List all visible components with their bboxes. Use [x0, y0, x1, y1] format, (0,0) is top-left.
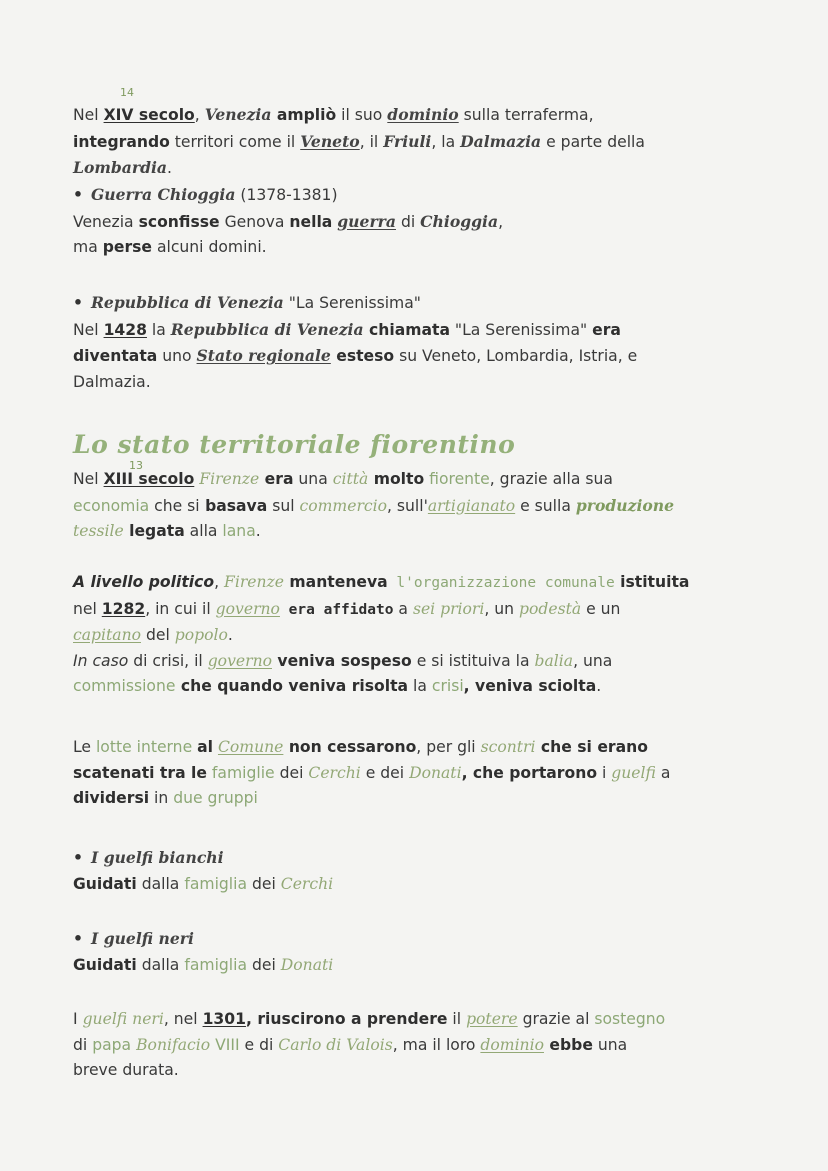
- keyword: famiglia: [184, 955, 248, 974]
- keyword: dominio: [387, 105, 459, 124]
- text: e sulla: [515, 496, 576, 515]
- keyword: due gruppi: [173, 789, 258, 807]
- name: Bonifacio: [136, 1035, 211, 1054]
- place: Friuli: [383, 131, 432, 151]
- keyword: podestà: [519, 599, 582, 618]
- section-title: I guelfi bianchi: [90, 848, 224, 867]
- text: , sull': [387, 496, 428, 515]
- text: in: [149, 789, 174, 807]
- keyword: lotte interne: [91, 738, 198, 756]
- text: , ma il loro: [392, 1035, 481, 1054]
- paragraph-venezia-xiv: [73, 102, 753, 182]
- verb: legata: [123, 522, 185, 540]
- text: sulla terraferma,: [458, 106, 594, 124]
- text: Nel: [73, 106, 104, 124]
- keyword: commercio: [299, 496, 388, 515]
- keyword: guelfi neri: [82, 1010, 164, 1028]
- keyword: economia: [73, 496, 150, 515]
- text: una: [592, 1035, 628, 1054]
- keyword: governo: [215, 599, 280, 618]
- text: , la: [431, 132, 461, 151]
- text: e si istituiva la: [411, 651, 535, 670]
- text: la: [408, 677, 432, 695]
- verb: che quando veniva risolta: [175, 677, 409, 695]
- text: dei: [274, 763, 309, 782]
- text: dei: [247, 955, 281, 974]
- section-guelfi-neri: [73, 926, 753, 978]
- place: Dalmazia: [460, 131, 542, 151]
- text: uno: [157, 347, 197, 365]
- text: ,: [498, 212, 504, 231]
- verb: che si erano: [535, 738, 648, 756]
- verb: Guidati: [73, 955, 137, 974]
- verb: scatenati tra le: [73, 763, 207, 782]
- text: breve durata.: [73, 1061, 179, 1079]
- verb: dividersi: [73, 789, 150, 807]
- name: Donati: [280, 955, 334, 974]
- verb: non cessarono: [283, 738, 417, 756]
- name: Venezia: [204, 105, 272, 124]
- keyword: famiglie: [206, 763, 275, 782]
- verb: era: [592, 320, 621, 339]
- annotation-14: 14: [120, 86, 134, 99]
- text: Nel: [73, 470, 104, 488]
- section-guelfi-bianchi: [73, 845, 753, 897]
- verb: integrando: [73, 132, 170, 151]
- text: I: [73, 1010, 83, 1028]
- text: che si: [149, 496, 200, 515]
- text: "La Serenissima": [449, 320, 593, 339]
- text: nella: [289, 212, 333, 231]
- place: Firenze: [199, 470, 260, 488]
- name: Cerchi: [308, 763, 361, 782]
- years: (1378-1381): [235, 186, 338, 204]
- keyword: balia: [534, 651, 574, 670]
- text: alla: [184, 522, 223, 540]
- text: .: [227, 626, 233, 644]
- bullet: •: [73, 294, 83, 312]
- paragraph-firenze-xiii: [73, 467, 753, 545]
- keyword: capitano: [73, 626, 141, 644]
- name: Donati: [409, 763, 462, 782]
- text: .: [255, 522, 261, 540]
- text: , per gli: [416, 738, 481, 756]
- paragraph-guelfi-neri-1301: [73, 1007, 753, 1084]
- keyword: sostegno: [594, 1010, 666, 1028]
- text: Genova: [219, 212, 290, 231]
- keyword: famiglia: [184, 874, 248, 893]
- text: territori come il: [169, 132, 301, 151]
- text: e di: [239, 1035, 279, 1054]
- verb: manteneva: [284, 573, 388, 591]
- text: .: [596, 677, 602, 695]
- text: il suo: [336, 106, 388, 124]
- year: 1282: [101, 599, 146, 618]
- text: ,: [214, 573, 225, 591]
- text: A livello politico: [73, 573, 215, 591]
- text: ,: [194, 106, 205, 124]
- verb: veniva sospeso: [272, 651, 412, 670]
- text: sul: [267, 496, 300, 515]
- text: a: [655, 763, 671, 782]
- text: e un: [581, 599, 621, 618]
- year: 1301: [202, 1010, 246, 1028]
- keyword: scontri: [480, 738, 536, 756]
- keyword: potere: [466, 1010, 518, 1028]
- text: , una: [573, 651, 613, 670]
- keyword: città: [332, 470, 369, 488]
- text: Venezia: [73, 212, 139, 231]
- section-chioggia: [73, 182, 753, 261]
- text: su Veneto, Lombardia, Istria, e: [394, 347, 638, 365]
- keyword: produzione: [575, 495, 675, 515]
- text: alcuni domini.: [152, 238, 267, 256]
- place: Chioggia: [420, 211, 499, 231]
- keyword: guerra: [337, 211, 396, 231]
- year: 1428: [103, 320, 147, 339]
- verb: era: [259, 470, 294, 488]
- verb: , che portarono: [461, 763, 598, 782]
- keyword: crisi: [431, 677, 464, 695]
- keyword: papa: [92, 1035, 132, 1054]
- century: XIII secolo: [103, 470, 195, 488]
- text: In caso: [73, 651, 129, 670]
- text: e parte della: [541, 132, 645, 151]
- text: , grazie alla sua: [489, 470, 613, 488]
- text: i: [597, 763, 612, 782]
- text: al: [197, 738, 213, 756]
- text: una: [293, 470, 333, 488]
- verb: istituita: [614, 573, 690, 591]
- text: nel: [73, 599, 102, 618]
- verb: ebbe: [543, 1035, 593, 1054]
- keyword: guelfi: [611, 763, 656, 782]
- subtitle: "La Serenissima": [283, 294, 421, 312]
- verb: , veniva sciolta: [463, 677, 597, 695]
- text: ma: [73, 238, 103, 256]
- verb: perse: [102, 238, 152, 256]
- keyword: fiorente: [424, 470, 490, 488]
- section-title: Repubblica di Venezia: [90, 293, 284, 312]
- section-title: Guerra Chioggia: [90, 185, 236, 204]
- text: Dalmazia.: [73, 372, 151, 391]
- keyword: Comune: [217, 738, 284, 756]
- name: Repubblica di Venezia: [170, 319, 364, 339]
- keyword: sei priori: [412, 599, 485, 618]
- bullet: •: [73, 930, 83, 948]
- keyword: commissione: [73, 677, 176, 695]
- name: Cerchi: [280, 874, 334, 893]
- verb: sconfisse: [138, 212, 220, 231]
- text: e dei: [360, 763, 410, 782]
- verb: era affidato: [279, 601, 394, 618]
- bullet: •: [73, 186, 83, 204]
- verb: , riuscirono a prendere: [245, 1010, 448, 1028]
- text: , un: [484, 599, 520, 618]
- name: Carlo di Valois: [278, 1035, 393, 1054]
- text: il: [447, 1010, 467, 1028]
- section-heading: Lo stato territoriale fiorentino: [73, 430, 516, 459]
- text: la: [146, 320, 171, 339]
- paragraph-politics: [73, 570, 753, 700]
- paragraph-lotte: [73, 735, 753, 812]
- text: a: [393, 599, 413, 618]
- text: di: [73, 1035, 93, 1054]
- bullet: •: [73, 849, 83, 867]
- verb: Guidati: [73, 874, 137, 893]
- text: del: [141, 626, 175, 644]
- keyword: lana: [222, 522, 256, 540]
- text: molto: [368, 470, 425, 488]
- section-serenissima: [73, 290, 753, 395]
- verb: ampliò: [271, 106, 337, 124]
- text: dalla: [136, 955, 185, 974]
- text: Le: [73, 738, 92, 756]
- century: XIV secolo: [103, 106, 195, 124]
- keyword: popolo: [174, 626, 228, 644]
- annotation-13: 13: [129, 459, 143, 472]
- text: , il: [359, 132, 384, 151]
- section-title: I guelfi neri: [90, 929, 194, 948]
- text: , in cui il: [145, 599, 216, 618]
- place: Veneto: [300, 131, 360, 151]
- verb: basava: [199, 496, 268, 515]
- keyword: tessile: [73, 522, 124, 540]
- text: grazie al: [517, 1010, 595, 1028]
- text: di crisi, il: [128, 651, 208, 670]
- text: dei: [247, 874, 281, 893]
- text: .: [167, 159, 172, 177]
- text: Nel: [73, 320, 104, 339]
- verb: esteso: [330, 347, 395, 365]
- keyword: dominio: [480, 1035, 544, 1054]
- keyword: governo: [207, 651, 272, 670]
- keyword: Stato regionale: [196, 346, 331, 365]
- verb: diventata: [73, 347, 158, 365]
- text: dalla: [136, 874, 185, 893]
- verb: chiamata: [363, 320, 450, 339]
- numeral: VIII: [210, 1035, 240, 1054]
- place: Lombardia: [73, 158, 168, 177]
- text: di: [395, 212, 421, 231]
- keyword: artigianato: [427, 496, 516, 515]
- text: , nel: [163, 1010, 203, 1028]
- keyword: l'organizzazione comunale: [387, 575, 615, 591]
- place: Firenze: [224, 573, 284, 591]
